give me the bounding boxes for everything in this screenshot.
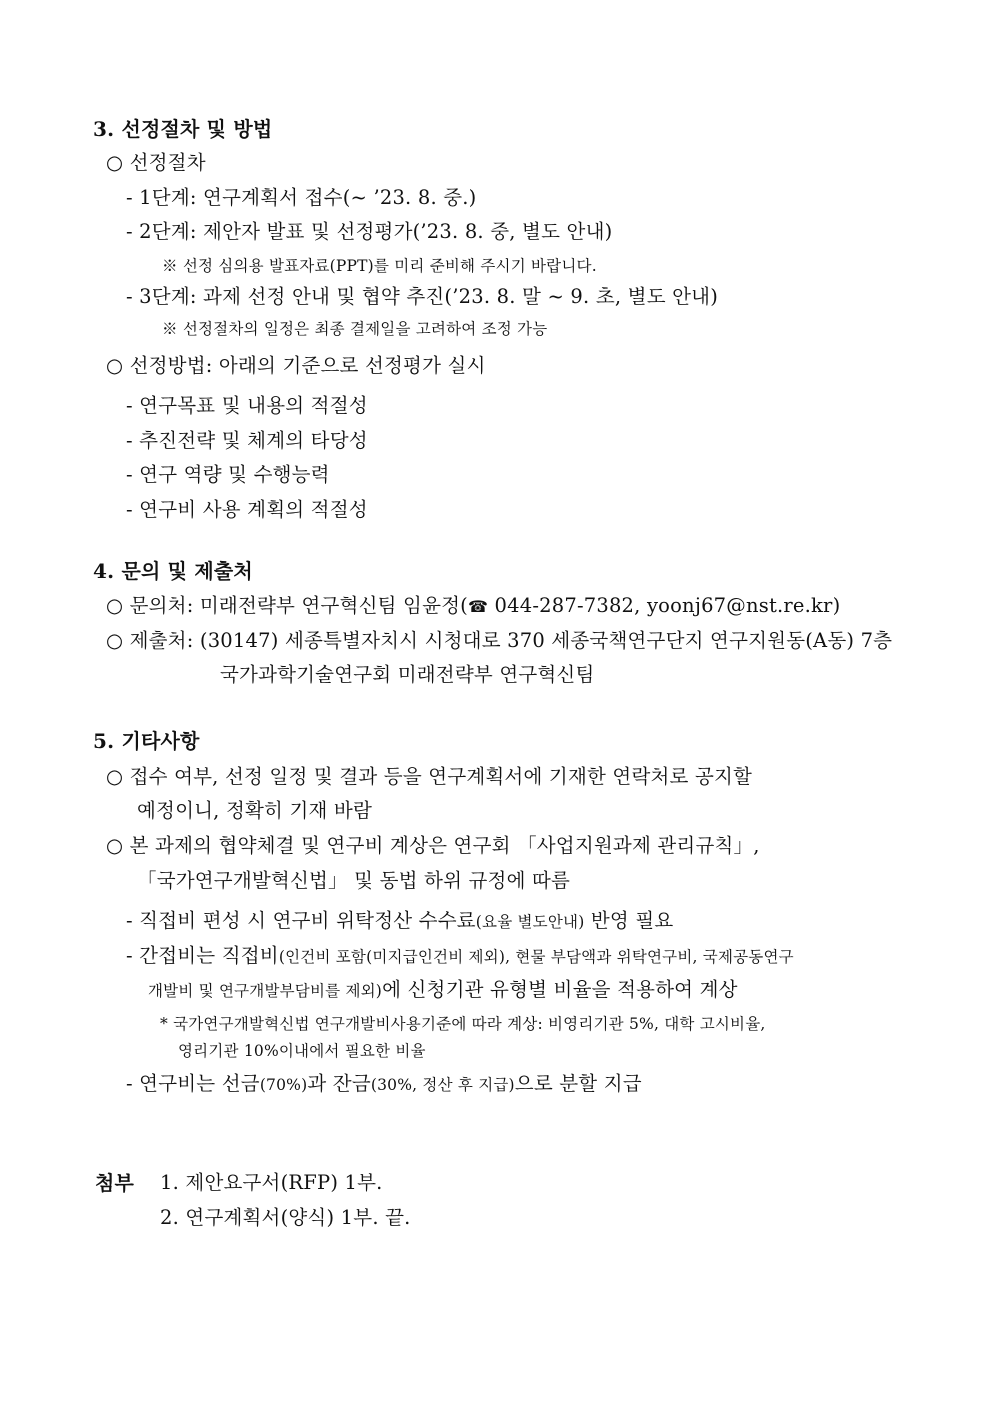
method-heading: ○ 선정방법: 아래의 기준으로 선정평가 실시 bbox=[106, 354, 486, 377]
contact-line bbox=[106, 593, 840, 620]
submit-line1: ○ 제출처: (30147) 세종특별자치시 시청대로 370 세종국책연구단지 연구지원동(A동) 7층 bbox=[106, 629, 893, 652]
direct-cost-main: - 직접비 편성 시 연구비 위탁정산 수수료 bbox=[126, 909, 476, 932]
notice-item2-line2: 「국가연구개발혁신법」 및 동법 하위 규정에 따름 bbox=[137, 869, 571, 892]
step3: - 3단계: 과제 선정 안내 및 협약 추진(’23. 8. 말 ~ 9. 초, 별도 안내) bbox=[126, 285, 719, 308]
payment-tail: 으로 분할 지급 bbox=[514, 1072, 642, 1095]
rate-note2: 영리기관 10%이내에서 필요한 비율 bbox=[178, 1042, 426, 1060]
phone-icon: ☎ bbox=[467, 597, 489, 616]
indirect-cost-small: (인건비 포함(미지급인건비 제외), 현물 부담액과 위탁연구비, 국제공동연구 bbox=[278, 948, 794, 966]
step3-note: ※ 선정절차의 일정은 최종 결제일을 고려하여 조정 가능 bbox=[162, 320, 548, 338]
notice-item2-line1: ○ 본 과제의 협약체결 및 연구비 계상은 연구회 「사업지원과제 관리규칙」, bbox=[106, 834, 760, 857]
criteria-item: - 연구 역량 및 수행능력 bbox=[126, 463, 330, 486]
submit-line2: 국가과학기술연구회 미래전략부 연구혁신팀 bbox=[220, 663, 595, 686]
criteria-item: - 추진전략 및 체계의 타당성 bbox=[126, 429, 368, 452]
notice-item1-line2: 예정이니, 정확히 기재 바람 bbox=[137, 799, 373, 822]
payment-advance: (70%) bbox=[259, 1076, 308, 1094]
payment-mid: 과 잔금 bbox=[307, 1072, 371, 1095]
contact-details: 044-287-7382, yoonj67@nst.re.kr) bbox=[488, 594, 841, 617]
section4-title: 4. 문의 및 제출처 bbox=[93, 559, 253, 583]
notice-item1-line1: ○ 접수 여부, 선정 일정 및 결과 등을 연구계획서에 기재한 연락처로 공지할 bbox=[106, 765, 753, 788]
payment-main: - 연구비는 선금 bbox=[126, 1072, 260, 1095]
direct-cost-line bbox=[126, 908, 673, 935]
section5-title: 5. 기타사항 bbox=[93, 729, 200, 753]
attachments-label: 첨부 bbox=[95, 1171, 135, 1195]
indirect-cost-main: - 간접비는 직접비 bbox=[126, 944, 279, 967]
indirect-cost-line1 bbox=[126, 943, 794, 970]
section3-title: 3. 선정절차 및 방법 bbox=[93, 117, 273, 141]
attachment-item1: 1. 제안요구서(RFP) 1부. bbox=[160, 1171, 383, 1194]
direct-cost-tail: 반영 필요 bbox=[584, 909, 674, 932]
criteria-item: - 연구비 사용 계획의 적절성 bbox=[126, 498, 368, 521]
payment-line bbox=[126, 1071, 642, 1098]
rate-note1: * 국가연구개발혁신법 연구개발비사용기준에 따라 계상: 비영리기관 5%, 대학 고시비율, bbox=[160, 1015, 766, 1033]
contact-label: ○ 문의처: 미래전략부 연구혁신팀 임윤정( bbox=[106, 594, 468, 617]
indirect-cost-tail: 에 신청기관 유형별 비율을 적용하여 계상 bbox=[382, 978, 738, 1001]
step1: - 1단계: 연구계획서 접수(~ ’23. 8. 중.) bbox=[126, 186, 477, 209]
step2: - 2단계: 제안자 발표 및 선정평가(’23. 8. 중, 별도 안내) bbox=[126, 220, 613, 243]
step2-note: ※ 선정 심의용 발표자료(PPT)를 미리 준비해 주시기 바랍니다. bbox=[162, 257, 597, 275]
payment-balance: (30%, 정산 후 지급) bbox=[370, 1076, 515, 1094]
indirect-cost-small2: 개발비 및 연구개발부담비를 제외) bbox=[148, 982, 383, 1000]
direct-cost-small: (요율 별도안내) bbox=[475, 913, 585, 931]
indirect-cost-line2 bbox=[148, 977, 738, 1004]
attachment-item2: 2. 연구계획서(양식) 1부. 끝. bbox=[160, 1206, 411, 1229]
criteria-item: - 연구목표 및 내용의 적절성 bbox=[126, 394, 368, 417]
procedure-heading: ○ 선정절차 bbox=[106, 151, 206, 174]
